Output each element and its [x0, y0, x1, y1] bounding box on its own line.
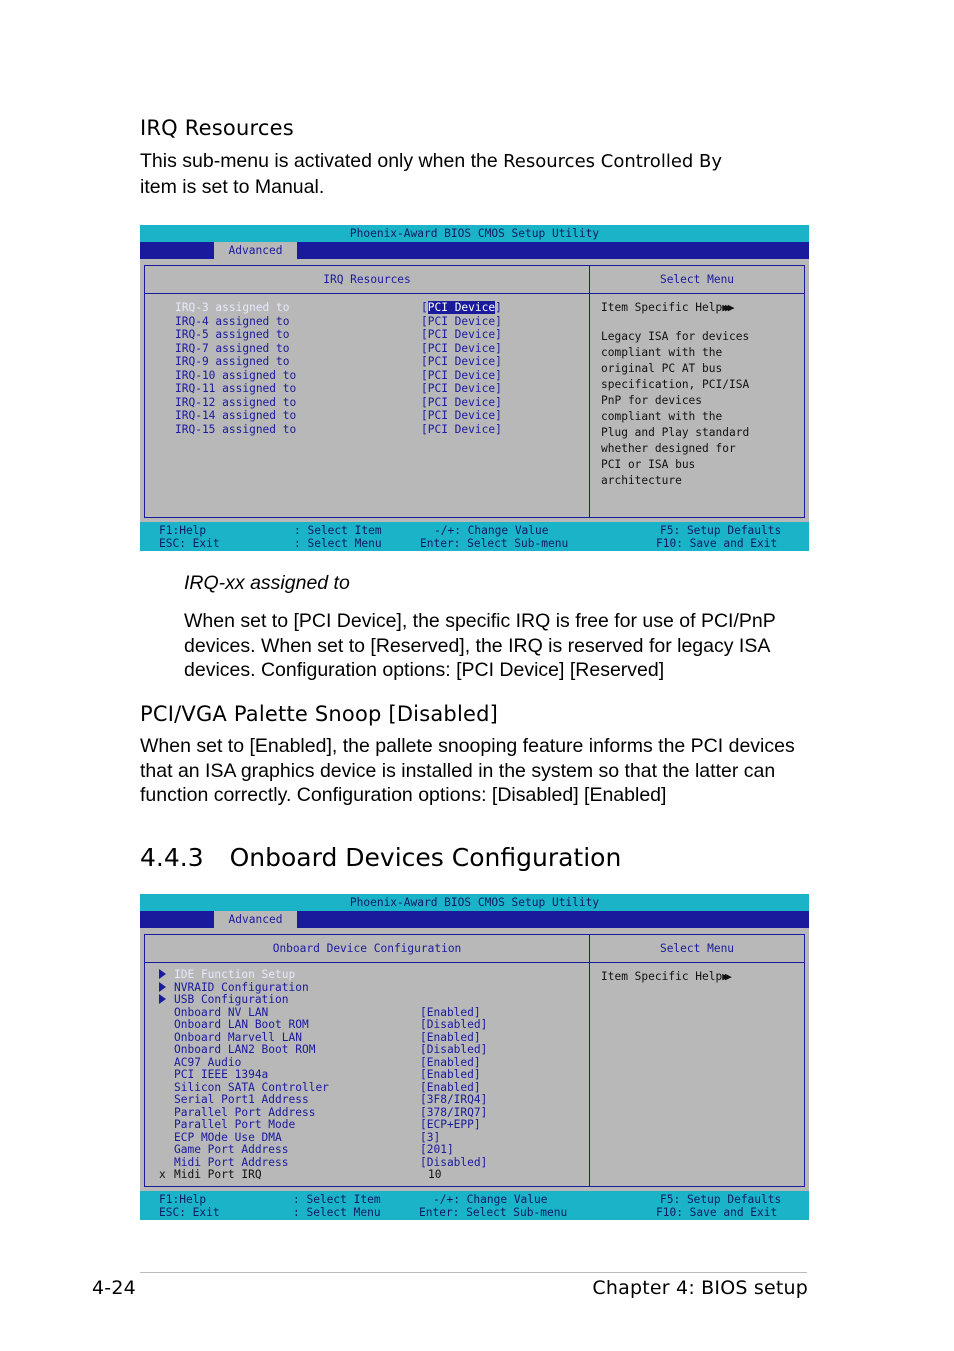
bios-frame [144, 265, 805, 518]
setting-value[interactable]: [ECP+EPP] [420, 1118, 481, 1131]
section-heading-onboard-devices [140, 843, 621, 872]
key-f10-save: F10: Save and Exit [656, 537, 778, 550]
irq-row-label[interactable]: IRQ-10 assigned to [175, 368, 297, 382]
key-f1-help: F1:Help [159, 524, 207, 537]
double-arrow-icon: ▶▶ [722, 970, 728, 983]
irq-row-value[interactable]: [PCI Device] [421, 314, 502, 328]
help-heading-text: Item Specific Help [601, 301, 723, 314]
help-heading [601, 300, 730, 316]
bios-main-panel [145, 935, 590, 1186]
irq-row-label[interactable]: IRQ-4 assigned to [175, 314, 290, 328]
irq-row-value[interactable]: [PCI Device] [421, 328, 502, 341]
setting-value[interactable]: [Enabled] [420, 1080, 481, 1094]
help-line: original PC AT bus [601, 362, 723, 375]
setting-value[interactable]: [Disabled] [420, 1043, 488, 1056]
page-number: 4-24 [92, 1277, 136, 1299]
setting-label[interactable]: Onboard LAN Boot ROM [174, 1018, 309, 1031]
setting-label[interactable]: AC97 Audio [174, 1055, 242, 1069]
bios-title-bar: Phoenix-Award BIOS CMOS Setup Utility [140, 894, 809, 911]
key-enter-submenu: Enter: Select Sub-menu [420, 537, 569, 550]
submenu-arrow-icon [159, 969, 166, 979]
irq-row-label[interactable]: IRQ-5 assigned to [175, 328, 290, 341]
submenu-usb-configuration[interactable] [159, 993, 289, 1006]
palette-snoop-description: When set to [Enabled], the pallete snooping feature informs the PCI devices that an ISA graphics device is installed in the system so that the latter can function correctly. Configuration options: [Disabled] [Enabled] [140, 735, 795, 806]
triple-arrow-icon: ▶▶▶ [722, 301, 731, 314]
help-line: compliant with the [601, 346, 723, 359]
setting-label[interactable]: Onboard Marvell LAN [174, 1030, 302, 1044]
intro-text: This sub-menu is activated only when the [140, 150, 504, 172]
irq-row-value[interactable]: [PCI Device] [421, 301, 502, 314]
bios-frame [144, 934, 805, 1187]
key-select-item: : Select Item [293, 1193, 381, 1206]
setting-label[interactable]: Parallel Port Mode [174, 1118, 296, 1131]
panel-title: IRQ Resources [145, 266, 589, 294]
setting-value[interactable]: [Disabled] [420, 1018, 488, 1031]
key-f1-help: F1:Help [159, 1193, 207, 1206]
submenu-arrow-icon [159, 982, 166, 992]
irq-row-value[interactable]: [PCI Device] [421, 382, 502, 395]
help-heading-text: Item Specific Help [601, 970, 723, 983]
bios-footer [140, 1191, 809, 1220]
irq-row-label[interactable]: IRQ-11 assigned to [175, 382, 297, 395]
section-title: Onboard Devices Configuration [229, 843, 622, 872]
irq-row-value[interactable]: [PCI Device] [421, 422, 502, 436]
irq-row-value[interactable]: [PCI Device] [421, 355, 502, 368]
setting-value[interactable]: [Enabled] [420, 1068, 481, 1081]
tab-advanced[interactable]: Advanced [214, 911, 297, 928]
section-number: 4.4.3 [140, 843, 204, 872]
intro-text-end: item is set to Manual. [140, 175, 325, 198]
setting-value[interactable]: [Disabled] [420, 1155, 488, 1169]
setting-label[interactable]: Midi Port Address [174, 1155, 289, 1169]
key-select-menu: : Select Menu [293, 1206, 381, 1219]
help-line: compliant with the [601, 410, 723, 423]
select-menu-title: Select Menu [590, 935, 804, 963]
panel-title: Onboard Device Configuration [145, 935, 589, 963]
intro-item-name: Resources Controlled By [503, 151, 723, 172]
bios-title-bar: Phoenix-Award BIOS CMOS Setup Utility [140, 225, 809, 242]
help-line: architecture [601, 474, 682, 487]
submenu-label[interactable]: IDE Function Setup [174, 968, 296, 981]
submenu-arrow-icon [159, 994, 166, 1004]
irq-row-label[interactable]: IRQ-12 assigned to [175, 395, 297, 409]
irq-row-value[interactable]: [PCI Device] [421, 368, 502, 382]
setting-label[interactable]: Parallel Port Address [174, 1105, 316, 1119]
footer-rule [140, 1272, 807, 1273]
setting-label[interactable]: PCI IEEE 1394a [174, 1068, 269, 1081]
help-line: PnP for devices [601, 394, 703, 407]
setting-value[interactable]: [3F8/IRQ4] [420, 1093, 488, 1106]
setting-value[interactable]: [Enabled] [420, 1005, 481, 1019]
help-line: Legacy ISA for devices [601, 330, 750, 343]
disabled-prefix: x [159, 1168, 166, 1181]
key-esc-exit: ESC: Exit [159, 1206, 220, 1219]
bios-help-panel [590, 266, 804, 517]
key-change-value: -/+: Change Value [433, 1193, 548, 1206]
help-line: specification, PCI/ISA [601, 378, 750, 391]
chapter-title: Chapter 4: BIOS setup [592, 1277, 808, 1299]
irq-row-label[interactable]: IRQ-3 assigned to [175, 301, 290, 314]
section-heading-irq-resources: IRQ Resources [140, 116, 294, 140]
help-line: Plug and Play standard [601, 426, 750, 439]
setting-value[interactable]: [Enabled] [420, 1030, 481, 1044]
bios-menu-bar [140, 242, 809, 259]
select-menu-title: Select Menu [590, 266, 804, 294]
setting-value[interactable]: [3] [420, 1130, 441, 1144]
irq-row-label[interactable]: IRQ-7 assigned to [175, 341, 290, 355]
key-f5-defaults: F5: Setup Defaults [660, 524, 782, 537]
irq-resources-intro [140, 149, 820, 199]
setting-label[interactable]: Onboard LAN2 Boot ROM [174, 1043, 316, 1056]
setting-value[interactable]: [Enabled] [420, 1055, 481, 1069]
help-heading [601, 969, 728, 985]
irq-row-label[interactable]: IRQ-14 assigned to [175, 409, 297, 422]
help-line: whether designed for [601, 442, 736, 455]
irq-row-value[interactable]: [PCI Device] [421, 409, 502, 422]
setting-label[interactable]: Serial Port1 Address [174, 1093, 309, 1106]
bios-footer [140, 522, 809, 551]
help-line: PCI or ISA bus [601, 458, 696, 471]
submenu-label[interactable]: USB Configuration [174, 993, 289, 1006]
key-enter-submenu: Enter: Select Sub-menu [419, 1206, 568, 1219]
disabled-setting-value: 10 [428, 1168, 442, 1181]
bios-main-panel [145, 266, 590, 517]
tab-advanced[interactable]: Advanced [214, 242, 297, 259]
bios-help-panel [590, 935, 804, 1186]
item-description-irq: When set to [PCI Device], the specific IRQ is free for use of PCI/PnP devices. When set to [Reserved], the IRQ is reserved for legacy ISA devices. Configuration options: [PCI Device] [Reserved] [184, 610, 776, 681]
irq-row-value[interactable]: [PCI Device] [421, 395, 502, 409]
irq-row-value[interactable]: [PCI Device] [421, 341, 502, 355]
setting-value[interactable]: [378/IRQ7] [420, 1105, 488, 1119]
submenu-label[interactable]: NVRAID Configuration [174, 980, 309, 994]
setting-label[interactable]: ECP MOde Use DMA [174, 1130, 282, 1144]
selected-value[interactable]: PCI Device [427, 301, 496, 314]
setting-label[interactable]: Silicon SATA Controller [174, 1080, 329, 1094]
key-f5-defaults: F5: Setup Defaults [660, 1193, 782, 1206]
bios-screen-irq-resources [140, 225, 809, 551]
irq-row-label[interactable]: IRQ-15 assigned to [175, 422, 297, 436]
bios-screen-onboard-devices [140, 894, 809, 1220]
setting-label[interactable]: Onboard NV LAN [174, 1005, 269, 1019]
setting-label[interactable]: Game Port Address [174, 1143, 289, 1156]
key-esc-exit: ESC: Exit [159, 537, 220, 550]
item-title-irq-assigned: IRQ-xx assigned to [184, 572, 350, 594]
key-change-value: -/+: Change Value [434, 524, 549, 537]
key-select-menu: : Select Menu [294, 537, 382, 550]
disabled-setting-label: Midi Port IRQ [174, 1168, 262, 1181]
key-f10-save: F10: Save and Exit [656, 1206, 778, 1219]
irq-row-label[interactable]: IRQ-9 assigned to [175, 355, 290, 368]
submenu-ide-function-setup[interactable] [159, 968, 295, 981]
submenu-nvraid-configuration[interactable] [159, 981, 309, 994]
setting-value[interactable]: [201] [420, 1143, 454, 1156]
bios-menu-bar [140, 911, 809, 928]
section-heading-palette-snoop: PCI/VGA Palette Snoop [Disabled] [140, 702, 499, 726]
key-select-item: : Select Item [294, 524, 382, 537]
